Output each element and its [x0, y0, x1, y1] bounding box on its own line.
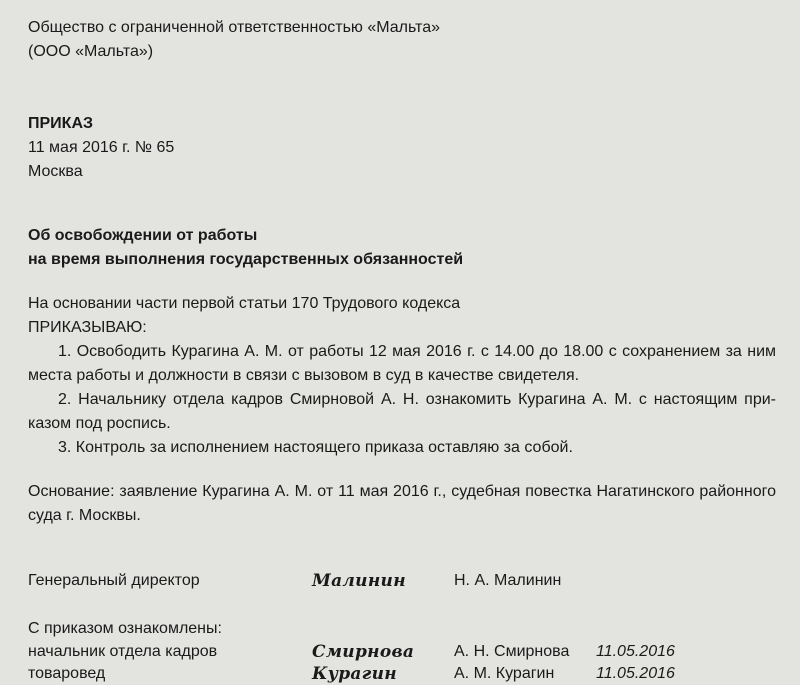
director-signature: Малинин: [312, 571, 406, 591]
director-name: Н. А. Малинин: [454, 572, 562, 589]
acquainted-row: [28, 641, 776, 663]
acquainted-role: начальник отдела кадров: [28, 643, 218, 660]
order-item-3: 3. Контроль за исполнением настоящего приказа оставляю за собой.: [58, 439, 573, 456]
acquainted-row: [28, 663, 776, 685]
organization-short-name: (ООО «Мальта»): [28, 43, 154, 60]
acquainted-signature: Курагин: [312, 664, 397, 684]
order-document: [28, 16, 776, 685]
organization-full-name: Общество с ограниченной ответственностью «Мальта»: [28, 19, 441, 36]
order-word: ПРИКАЗЫВАЮ:: [28, 319, 147, 336]
acquainted-heading: С приказом ознакомлены:: [28, 620, 222, 637]
acquainted-role: товаровед: [28, 665, 106, 682]
acquainted-date: 11.05.2016: [596, 665, 675, 682]
director-signature-row: [28, 570, 776, 592]
order-item-2-line1: 2. Начальнику отдела кадров Смирновой А. Н. ознакомить Курагина А. М. с настоящим при-: [58, 391, 776, 408]
order-item-1-line2: места работы и должности в связи с вызовом в суд в качестве свидетеля.: [28, 367, 580, 384]
acquainted-name: А. Н. Смирнова: [454, 643, 570, 660]
acquainted-name: А. М. Курагин: [454, 665, 555, 682]
grounds-line2: суда г. Москвы.: [28, 507, 141, 524]
director-role: Генеральный директор: [28, 572, 200, 589]
document-title: ПРИКАЗ: [28, 115, 94, 132]
acquainted-signature: Смирнова: [312, 642, 415, 662]
legal-basis: На основании части первой статьи 170 Трудового кодекса: [28, 295, 461, 312]
grounds-line1: Основание: заявление Курагина А. М. от 11 мая 2016 г., судебная повестка Нагатинского районного: [28, 483, 776, 500]
order-subject-line2: на время выполнения государственных обязанностей: [28, 251, 464, 268]
order-item-2-line2: казом под роспись.: [28, 415, 171, 432]
order-city: Москва: [28, 163, 83, 180]
acquainted-date: 11.05.2016: [596, 643, 675, 660]
order-date-number: 11 мая 2016 г. № 65: [28, 139, 175, 156]
order-subject-line1: Об освобождении от работы: [28, 227, 258, 244]
order-item-1-line1: 1. Освободить Курагина А. М. от работы 12 мая 2016 г. с 14.00 до 18.00 с сохранением за ним: [58, 343, 776, 360]
